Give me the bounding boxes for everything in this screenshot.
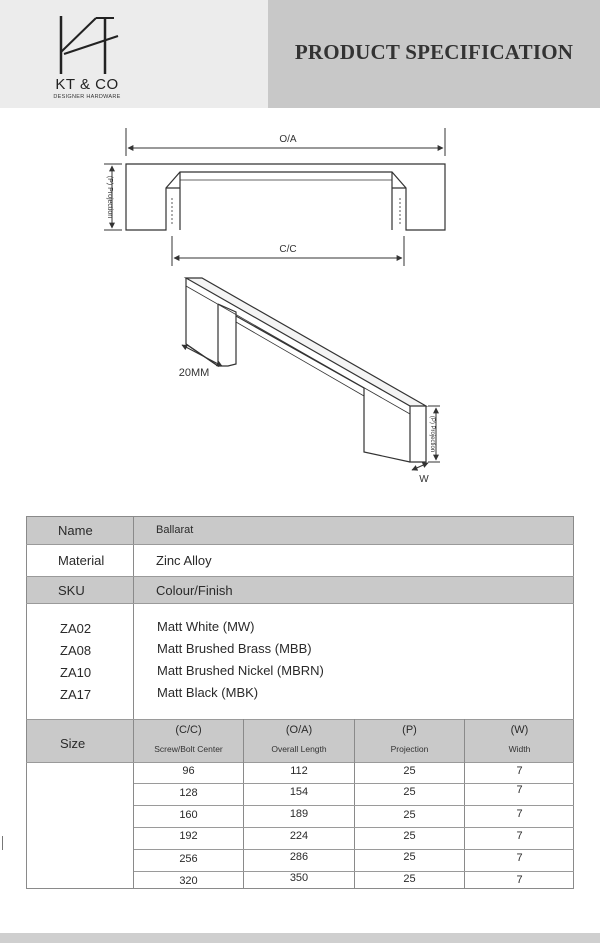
sku-code: ZA08: [60, 643, 92, 658]
cell-cc: 192: [179, 830, 198, 842]
col-header-cc: (C/C): [175, 724, 202, 736]
cell-p: 25: [403, 765, 416, 777]
footer-bar: [0, 933, 600, 943]
projection-label-left: (P) Projection: [106, 175, 113, 219]
handle-perspective-view: [186, 278, 426, 462]
cell-oa: 189: [289, 808, 309, 820]
cell-w: 7: [516, 808, 523, 820]
col-header-p: (P): [402, 724, 417, 736]
projection-dimension-left: [104, 164, 122, 230]
row-divider: [26, 719, 574, 720]
cc-dimension: [172, 236, 404, 266]
sku-finish: Matt Brushed Brass (MBB): [157, 641, 312, 656]
sku-finish: Matt White (MW): [157, 619, 255, 634]
size-row-divider: [134, 827, 574, 828]
col-sub-w: Width: [508, 744, 531, 754]
cell-w: 7: [516, 874, 523, 886]
cc-label: C/C: [279, 244, 297, 255]
material-value: Zinc Alloy: [156, 553, 212, 568]
sku-code: ZA17: [60, 687, 92, 702]
cell-oa: 154: [289, 786, 309, 798]
sku-code: ZA02: [60, 621, 92, 636]
cell-p: 25: [403, 786, 416, 798]
spec-table: [26, 516, 574, 889]
projection-label-right: (P) Projection: [429, 415, 435, 453]
kt-logo-icon: [52, 14, 122, 76]
row-divider: [26, 603, 574, 604]
oa-label: O/A: [279, 134, 297, 145]
cell-w: 7: [516, 765, 523, 777]
cell-p: 25: [403, 809, 416, 821]
row-divider: [26, 576, 574, 577]
cell-cc: 256: [179, 853, 198, 865]
name-label: Name: [58, 523, 93, 538]
cell-p: 25: [403, 873, 416, 885]
col-sub-cc: Screw/Bolt Center: [154, 744, 223, 754]
cell-cc: 160: [179, 809, 198, 821]
sku-finish: Matt Brushed Nickel (MBRN): [157, 663, 324, 678]
header-logo-panel: [0, 0, 268, 108]
cell-oa: 224: [289, 830, 309, 842]
cell-p: 25: [403, 851, 416, 863]
cell-cc: 320: [179, 875, 198, 887]
width-20mm-dimension: [179, 345, 222, 379]
material-label: Material: [58, 553, 105, 568]
label-w: W: [419, 474, 429, 485]
name-value: Ballarat: [156, 524, 194, 536]
cell-w: 7: [516, 784, 523, 796]
col-sub-p: Projection: [390, 744, 429, 754]
size-label: Size: [60, 736, 86, 751]
size-row-divider: [134, 805, 574, 806]
cell-w: 7: [516, 852, 523, 864]
row-divider: [26, 762, 574, 763]
col-header-oa: (O/A): [285, 724, 313, 736]
row-divider: [26, 544, 574, 545]
projection-dimension-right: [428, 406, 440, 462]
page-title: PRODUCT SPECIFICATION: [294, 40, 574, 64]
sku-label: SKU: [58, 583, 85, 598]
cell-cc: 128: [179, 787, 198, 799]
label-20mm: 20MM: [178, 367, 210, 379]
cell-oa: 286: [289, 851, 309, 863]
w-dimension: [412, 463, 429, 485]
margin-mark: [2, 836, 3, 850]
sku-code: ZA10: [60, 665, 92, 680]
sku-finish: Matt Black (MBK): [157, 685, 259, 700]
oa-dimension: [126, 128, 445, 156]
finish-label: Colour/Finish: [156, 583, 233, 598]
col-sub-oa: Overall Length: [271, 744, 327, 754]
cell-p: 25: [403, 830, 416, 842]
col-header-w: (W): [510, 724, 529, 736]
handle-top-view: [126, 164, 445, 230]
technical-drawing: [0, 108, 600, 508]
size-row-divider: [134, 871, 574, 872]
cell-w: 7: [516, 830, 523, 842]
cell-oa: 112: [290, 765, 308, 777]
cell-oa: 350: [289, 872, 309, 884]
size-row-divider: [134, 849, 574, 850]
cell-cc: 96: [182, 765, 195, 777]
brand-tagline: DESIGNER HARDWARE: [53, 94, 121, 100]
brand-name: KT & CO: [55, 76, 119, 93]
